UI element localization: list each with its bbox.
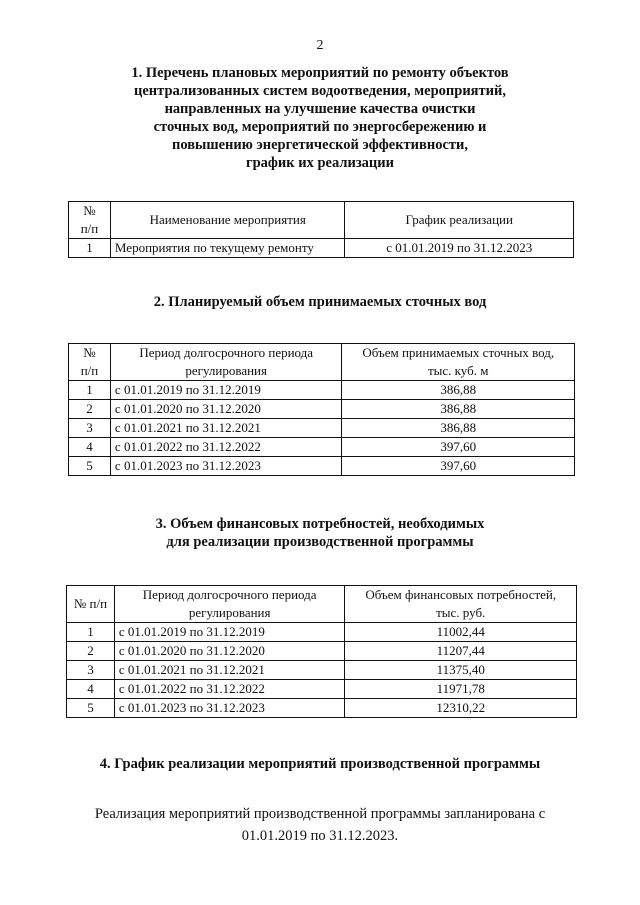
cell-finance: 11971,78	[345, 680, 577, 699]
table-row	[69, 239, 574, 258]
header-num-line1: №	[83, 345, 96, 360]
cell-period: с 01.01.2019 по 31.12.2019	[110, 381, 342, 400]
cell-period: с 01.01.2022 по 31.12.2022	[114, 680, 345, 699]
table-row	[69, 381, 575, 400]
cell-num: 3	[67, 661, 115, 680]
section3-heading	[0, 515, 640, 551]
cell-period: с 01.01.2021 по 31.12.2021	[114, 661, 345, 680]
table-header-row	[67, 586, 577, 623]
table-row	[69, 438, 575, 457]
measures-table	[68, 201, 574, 258]
header-finance	[345, 586, 577, 623]
table-row	[67, 623, 577, 642]
header-num-line2: п/п	[80, 221, 99, 236]
cell-num: 1	[69, 239, 111, 258]
cell-num: 2	[67, 642, 115, 661]
cell-num: 1	[69, 381, 111, 400]
header-period-line1: Период долгосрочного периода	[142, 587, 317, 602]
paragraph-line: Реализация мероприятий производственной программы запланирована с	[94, 806, 546, 822]
section4-paragraph	[0, 803, 640, 847]
header-num: № п/п	[67, 586, 115, 623]
cell-num: 2	[69, 400, 111, 419]
section2-heading-text: 2. Планируемый объем принимаемых сточных вод	[153, 294, 487, 310]
header-period	[110, 344, 342, 381]
header-num	[69, 344, 111, 381]
cell-finance: 11207,44	[345, 642, 577, 661]
section1-heading-line: график их реализации	[245, 155, 394, 171]
cell-period: с 01.01.2019 по 31.12.2019	[114, 623, 345, 642]
header-num	[69, 202, 111, 239]
cell-num: 5	[67, 699, 115, 718]
section4-heading	[0, 755, 640, 773]
table-row	[69, 400, 575, 419]
section1-heading-line: направленных на улучшение качества очистки	[164, 101, 476, 117]
cell-finance: 12310,22	[345, 699, 577, 718]
table-header-row	[69, 202, 574, 239]
section1-heading-line: сточных вод, мероприятий по энергосбережению и	[153, 119, 487, 135]
header-name: Наименование мероприятия	[110, 202, 345, 239]
cell-volume: 386,88	[342, 419, 575, 438]
section2-heading	[0, 293, 640, 311]
cell-num: 1	[67, 623, 115, 642]
table-row	[67, 680, 577, 699]
financial-needs-table	[66, 585, 577, 718]
cell-num: 5	[69, 457, 111, 476]
section1-heading-line: централизованных систем водоотведения, мероприятий,	[134, 83, 506, 99]
table-header-row	[69, 344, 575, 381]
cell-finance: 11002,44	[345, 623, 577, 642]
cell-name: Мероприятия по текущему ремонту	[110, 239, 345, 258]
table-row	[69, 457, 575, 476]
table-row	[69, 419, 575, 438]
cell-volume: 397,60	[342, 457, 575, 476]
table-row	[67, 642, 577, 661]
cell-finance: 11375,40	[345, 661, 577, 680]
cell-num: 3	[69, 419, 111, 438]
section3-heading-line: 3. Объем финансовых потребностей, необходимых	[155, 516, 485, 532]
section1-heading	[0, 64, 640, 172]
header-volume	[342, 344, 575, 381]
cell-num: 4	[69, 438, 111, 457]
paragraph-line: 01.01.2019 по 31.12.2023.	[241, 828, 399, 844]
header-finance-line2: тыс. руб.	[436, 605, 486, 620]
wastewater-volume-table	[68, 343, 575, 476]
cell-period: с 01.01.2023 по 31.12.2023	[114, 699, 345, 718]
cell-schedule: с 01.01.2019 по 31.12.2023	[345, 239, 574, 258]
header-finance-line1: Объем финансовых потребностей,	[365, 587, 557, 602]
header-period-line2: регулирования	[185, 363, 267, 378]
section3-heading-line: для реализации производственной программы	[166, 534, 474, 550]
section1-heading-line: 1. Перечень плановых мероприятий по ремонту объектов	[131, 65, 509, 81]
cell-period: с 01.01.2020 по 31.12.2020	[114, 642, 345, 661]
header-num-line1: №	[83, 203, 96, 218]
header-volume-line1: Объем принимаемых сточных вод,	[362, 345, 555, 360]
cell-period: с 01.01.2021 по 31.12.2021	[110, 419, 342, 438]
header-period-line2: регулирования	[188, 605, 271, 620]
header-num-line2: п/п	[80, 363, 99, 378]
cell-period: с 01.01.2022 по 31.12.2022	[110, 438, 342, 457]
header-period-line1: Период долгосрочного периода	[139, 345, 314, 360]
cell-volume: 386,88	[342, 381, 575, 400]
header-period	[114, 586, 345, 623]
table-row	[67, 699, 577, 718]
header-schedule: График реализации	[345, 202, 574, 239]
cell-num: 4	[67, 680, 115, 699]
cell-volume: 397,60	[342, 438, 575, 457]
section4-heading-text: 4. График реализации мероприятий производственной программы	[99, 756, 541, 772]
cell-volume: 386,88	[342, 400, 575, 419]
cell-period: с 01.01.2023 по 31.12.2023	[110, 457, 342, 476]
page-number: 2	[316, 38, 324, 53]
section1-heading-line: повышению энергетической эффективности,	[171, 137, 469, 153]
header-volume-line2: тыс. куб. м	[427, 363, 489, 378]
cell-period: с 01.01.2020 по 31.12.2020	[110, 400, 342, 419]
table-row	[67, 661, 577, 680]
